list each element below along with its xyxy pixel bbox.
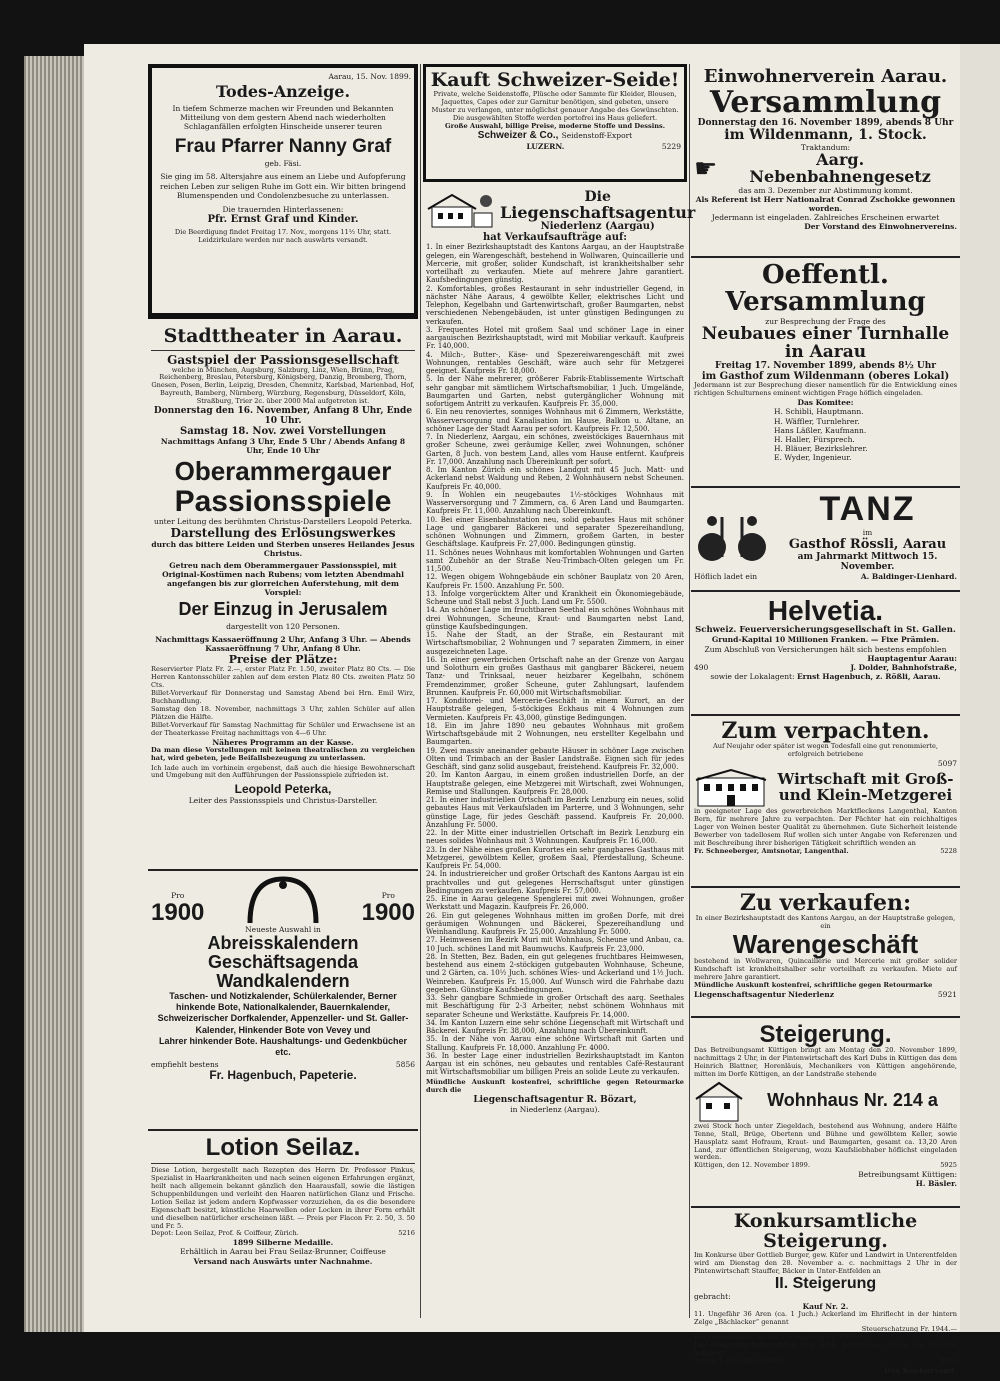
auction-detail: zwei Stock hoch unter Ziegeldach, bestehend aus Wohnung, andere Hälfte Tenne, Stall, Brüge, Obertenn und Bühne und gewölbtem Keller, sowie Hausplatz samt Hofraum, Kraut- und Baumgarten, gesamt ca. 13,20 Aren Land, zur öffentlichen Steigerung, wozu Kaufsliebhaber höflichst eingeladen werden. (694, 1121, 957, 1162)
bankruptcy-title: Konkursamtliche Steigerung. (733, 1210, 918, 1252)
theater-invite: Ich lade auch im vorhinein ergebenst, daß auch die hiesige Bewohnerschaft und Umgebung mit den Aufführungen der Passionsspiele zufrieden ist. (151, 763, 415, 780)
lease-num-2: 5228 (940, 846, 957, 855)
bankruptcy-hoechstes: Höchstes Angebot an der I. Steigerung Fr. 1500.— (694, 1333, 864, 1342)
lease-ad (691, 716, 960, 888)
theater-kasse: Nachmittags Kassaeröffnung 2 Uhr, Anfang 3 Uhr. — Abends Kassaeröffnung 7 Uhr, Anfang 8 Uhr. (155, 635, 411, 654)
agency-die: Die (584, 189, 611, 205)
theater-persons: dargestellt von 120 Personen. (226, 622, 340, 632)
agency-sign-place: in Niederlenz (Aargau). (510, 1104, 600, 1114)
pro-label-right: Pro (381, 890, 395, 900)
agency-listing-item: 35. In der Nähe von Aarau eine schöne Wirtschaft mit Garten und Stallung. Kaufpreis Fr. 18,000. Anzahlung Fr. 4000. (426, 1035, 684, 1052)
lotion-depot: Depot: Leon Seilaz, Prof. & Coiffeur, Zürich. (151, 1229, 299, 1238)
agency-closing: Mündliche Auskunft kostenfrei, schriftliche gegen Retourmarke durch die (426, 1077, 684, 1094)
meeting-text: Jedermann ist zur Besprechung dieser namentlich für die Entwicklung eines richtigen Schulturnens eminent wichtigen Frage höflich eingeladen. (694, 381, 957, 398)
silk-num: 5229 (661, 141, 681, 151)
newspaper-page (84, 44, 960, 1376)
sale-sub: In einer Bezirkshauptstadt des Kantons Aargau, an der Hauptstraße gelegen, ein (695, 914, 956, 930)
bankruptcy-kauf-text: 11. Ungefähr 36 Aren (ca. 1 Juch.) Ackerland im Ehriflecht in der hintern Zelge „Bächlacker“ genannt (694, 1309, 957, 1326)
auction-amt: Betreibungsamt Küttigen: (858, 1170, 957, 1180)
theater-signer-role: Leiter des Passionsspiels und Christus-Darsteller. (188, 795, 378, 805)
sale-auskunft: Mündliche Auskunft kostenfrei, schriftliche gegen Retourmarke (694, 980, 933, 989)
theater-ad (148, 323, 418, 871)
calendar-line-1: Abreisskalendern (207, 933, 359, 954)
notice-intro: In tiefem Schmerze machen wir Freunden und Bekannten Mitteilung von dem gestern Abend nach wiederholten Schlaganfällen erfolgten Hinscheide unserer teuren (172, 103, 394, 132)
auction-num: 5925 (940, 1161, 957, 1170)
theater-darstellung: Darstellung des Erlösungswerkes (170, 526, 396, 541)
deceased-born: geb. Fäsi. (264, 159, 302, 169)
deceased-name: Frau Pfarrer Nanny Graf (174, 136, 392, 158)
agency-listing-item: 7. In Niederlenz, Aargau, ein schönes, zweistöckiges Bauernhaus mit großer Scheune, zwei geräumige Keller, zwei Wohnungen, schöner Garten, 8 Juch. von bestem Land, alles vom Hause entfernt. Kaufpreis Fr. 17,000. Anzahlung nach Übereinkunft per sofort. (426, 433, 684, 466)
theater-big-title-1: Oberammergauer (174, 456, 392, 487)
theater-preise: Preise der Plätze: (228, 653, 338, 667)
agency-listing-item: 12. Wegen obigem Wohngebäude ein schöner Bauplatz von 20 Aren, Kaufpreis Fr. 1500. Anzahlung Fr. 500. (426, 573, 684, 590)
pointing-hand-icon: ☛ (694, 154, 718, 185)
column-2 (423, 64, 696, 1318)
lotion-ad (148, 1131, 418, 1272)
dancing-couples-icon (694, 501, 772, 563)
year-left: 1900 (151, 898, 205, 926)
auction-wohnhaus: Wohnhaus Nr. 214 a (767, 1090, 938, 1111)
sale-sign: Liegenschaftsagentur Niederlenz (694, 989, 834, 999)
lease-sub: Auf Neujahr oder später ist wegen Todesfall eine gut renommierte, erfolgreich betriebene (713, 742, 938, 758)
sale-text: bestehend in Wollwaren, Quincaillerie und Mercerie mit großer solider Kundschaft ist krankheitshalber sehr vorteilhaft zu verkaufen. Miete auf mehrere Jahre garantiert. (694, 957, 957, 982)
agency-sub: hat Verkaufsaufträge auf: (483, 232, 627, 244)
place-date: Aarau, 15. Nov. 1899. (328, 72, 411, 81)
bankruptcy-zweite: II. Steigerung (774, 1274, 877, 1292)
agency-title: Liegenschaftsagentur (500, 202, 696, 222)
dance-im: im (862, 527, 873, 537)
theater-vorverkauf-2: Billet-Vorverkauf für Samstag Nachmittag für Schüler und Erwachsene ist an der Theaterkasse Freitag nachmittags von 4—6 Uhr. (151, 720, 415, 737)
helvetia-local-label: sowie der Lokalagent: (710, 671, 795, 681)
theater-prices: Reservierter Platz Fr. 2.—, erster Platz Fr. 1.50, zweiter Platz 80 Cts. — Die Herren Kantonsschüler zahlen auf dem ersten Platz 80 Cts. zweiten Platz 50 Cts. (151, 665, 415, 690)
assoc-date: Donnerstag den 16. November 1899, abends 8 Uhr (697, 118, 954, 129)
auction-text: Das Betreibungsamt Küttigen bringt am Montag den 20. November 1899, nachmittags 2 Uhr, in der Pintenwirtschaft des Karl Dubs in Küttigen das dem Heinrich Blattner, Horenläuis, Mechanikers von Küttigen angehörende, mitten im Dorfe Küttigen, an der Landstraße stehende (694, 1046, 957, 1078)
dance-date: am Jahrmarkt Mittwoch 15. November. (797, 551, 938, 572)
assoc-versammlung: Versammlung (709, 84, 942, 120)
theater-big-title-2: Passionsspiele (174, 484, 392, 518)
lotion-versand: Versand nach Auswärts unter Nachnahme. (193, 1256, 373, 1266)
theater-date-2: Samstag 18. Nov. zwei Vorstellungen (179, 426, 387, 438)
book-page-edges (24, 56, 88, 1332)
notice-heading: Todes-Anzeige. (215, 82, 351, 102)
committee-member: H. Bläuer, Bezirkslehrer. (774, 443, 868, 453)
lotion-medal: 1899 Silberne Medaille. (232, 1238, 334, 1248)
agency-listing-item: 28. In Stetten, Bez. Baden, ein gut gelegenes fruchtbares Heimwesen, bestehend aus einem 2-stöckigen gutgebauten Wohnhause, Scheune, und 2 Gärten, ca. 10½ Juch. schönes Wies- und Ackerland und 1½ Juch. Weinreben. Kaufpreis Fr. 15,000. Auf Wunsch wird die Fahrhabe dazu gegeben. Günstige Kaufsbedingungen. (426, 952, 684, 994)
theater-vorverkauf: Billet-Vorverkauf für Donnerstag und Samstag Abend bei Hrn. Emil Wirz, Buchhandlung. (151, 689, 415, 706)
calendar-header (151, 875, 415, 925)
death-notice (148, 64, 418, 319)
sale-title: Zu verkaufen: (739, 890, 912, 916)
for-sale-ad (691, 888, 960, 1018)
assoc-welcome: Jedermann ist eingeladen. Zahlreiches Erscheinen erwartet (711, 213, 940, 223)
agency-listing-item: 11. Schönes neues Wohnhaus mit komfortablen Wohnungen und Garten samt Zubehör an der Straße Neu-Trimbach-Olten gelegen um Fr. 11,500. (426, 548, 684, 574)
lease-num: 5097 (937, 758, 957, 768)
agency-listing-item: 4. Milch-, Butter-, Käse- und Spezereiwarengeschäft mit zwei Wohnungen, rentables Geschäft, wäre auch sehr für Metzgerei geeignet. Kaufpreis Fr. 18,000. (426, 350, 684, 376)
meeting-komitee: Das Komitee: (797, 398, 854, 408)
calendar-firm: Fr. Hagenbuch, Papeterie. (209, 1068, 357, 1083)
agency-listing-item: 1. In einer Bezirkshauptstadt des Kantons Aargau, an der Hauptstraße gelegen, ein Warengeschäft, bestehend in Wollwaren, Quincaillerie und Mercerie, mit großer, solider Kundschaft, ist krankheitshalber sehr vorteilhaft zu verkaufen. Miete auf mehrere Jahre garantiert. Kaufsbedingungen günstig. (426, 243, 684, 285)
agency-listing-item: 14. An schöner Lage im fruchtbaren Seethal ein schönes Wohnhaus mit drei Wohnungen, Scheune, Kraut- und Baumgarten nebst Land, günstige Kaufsbedingungen. (426, 606, 684, 631)
theater-note: Da man diese Vorstellungen mit keinen theatralischen zu vergleichen hat, wird gebeten, jede Beifallsbezeugung zu unterlassen. (151, 745, 415, 762)
theater-getreu: Getreu nach dem Oberammergauer Passionsspiel, mit Original-Kostümen nach Rubens; vom letzten Abendmahl angefangen bis zur glorreichen Auferstehung, mit dem Vorspiel: (162, 560, 404, 597)
column-rule (420, 64, 421, 1318)
agency-listing (426, 243, 684, 1076)
funeral-info: Die Beerdigung findet Freitag 17. Nov., morgens 11½ Uhr, statt. Leidzirkulare werden nur nach auswärts versandt. (174, 228, 392, 244)
agency-listing-item: 9. In Wohlen ein neugebautes 1½-stöckiges Wohnhaus mit Wasserversorgung und 7 Zimmern, ca. 6 Aren Land und Baumgarten. Kaufpreis Fr. 11,000. Anzahlung nach Übereinkunft. (426, 490, 684, 516)
inn-building-icon (694, 768, 768, 808)
lotion-num: 5216 (398, 1229, 415, 1238)
column-1 (148, 64, 418, 1318)
bankruptcy-schatzung: Steuerschatzung Fr. 1944.— (861, 1325, 957, 1334)
bankruptcy-gebracht: gebracht: (694, 1292, 731, 1302)
theater-einzug: Der Einzug in Jerusalem (178, 599, 388, 620)
lease-title: Zum verpachten. (721, 718, 930, 744)
agency-listing-item: 20. Im Kanton Aargau, in einem großen industriellen Dorfe, an der Hauptstraße gelegen, eine Metzgerei mit Wirtschaft, zwei Wohnungen, Remise und Stallungen. Kaufpreis Fr. 28,000. (426, 771, 684, 796)
sale-warengeschaeft: Warengeschäft (732, 928, 919, 959)
helvetia-agency-label: Hauptagentur Aarau: (867, 653, 957, 663)
dance-ad (691, 488, 960, 592)
calendar-empfiehlt: empfiehlt bestens (151, 1060, 219, 1070)
agency-listing-item: 36. In bester Lage einer industriellen Bezirkshauptstadt im Kanton Aargau ist ein schönes, neu gebautes und rentables Café-Restaurant mit Wirtschaftsmobiliar um billigen Preis an solide Leute zu verkaufen. (426, 1051, 684, 1077)
year-right: 1900 (361, 898, 415, 926)
calendar-ad (148, 871, 418, 1131)
silk-text: Private, welche Seidenstoffe, Plüsche oder Sammte für Kleider, Blousen, Jaquettes, Capes oder zur Garnitur benötigen, sind gebeten, unsere Muster zu verlangen, unter möglichst genauer Angabe des Gewünschten. Die ausgewählten Stoffe werden portofrei ins Haus geliefert. (431, 89, 679, 122)
committee-member: H. Wäffler, Turnlehrer. (774, 416, 860, 426)
agency-listing-item: 5. In der Nähe mehrerer, größerer Fabrik-Etablissemente Wirtschaft sehr gangbar mit sämtlichem Wirtschaftsmobiliar, 1 Juch. Umgelände, Baumgarten und Garten, nebst gutergänglicher Wohnung mit sofortigem Antritt zu verkaufen. Kaufpreis Fr. 35,000. (426, 375, 684, 409)
theater-leiden: durch das bittere Leiden und Sterben unseres Heilandes Jesus Christus. (151, 540, 415, 559)
agency-listing-item: 2. Komfortables, großes Restaurant in sehr industrieller Gegend, in nächster Nähe Aaraus, 4 gewölbte Keller, elektrisches Licht und Telephon, Kegelbahn und Gartenwirtschaft, großer Baumgarten, nebst verschiedenen Nebengebäuden, ist unter günstigen Bedingungen zu verkaufen. (426, 284, 684, 326)
silk-firm-suffix: Seidenstoff-Export (561, 131, 633, 141)
committee-member: H. Haller, Fürsprech. (774, 434, 855, 444)
agency-listing-item: 21. In einer industriellen Ortschaft im Bezirk Lenzburg ein neues, solid gebautes Haus mit Verkaufsladen im Parterre, und 3 Wohnungen, sehr günstige Lage, für jedes Geschäft passend. Kaufpreis Fr. 20,000. Anzahlung Fr. 5000. (426, 796, 684, 829)
meeting-neubau: Neubaues einer Turnhalle in Aarau (701, 323, 950, 362)
assoc-title: Einwohnerverein Aarau. (703, 66, 948, 87)
committee-member: H. Schibli, Hauptmann. (774, 407, 864, 417)
theater-title: Stadttheater in Aarau. (163, 325, 403, 347)
bankruptcy-kauf: Kauf Nr. 2. (802, 1301, 849, 1311)
agency-listing-item: 15. Nahe der Stadt, an der Straße, ein Restaurant mit Wirtschaftsmobiliar, 2 Wohnungen und 7 separaten Zimmern, in einer ausgezeichneten Lage. (426, 631, 684, 656)
auction-title: Steigerung. (759, 1021, 892, 1048)
agency-listing-item: 25. Eine in Aarau gelegene Spenglerei mit zwei Wohnungen, großer Werkstatt und Magazin. Kaufpreis Fr. 26,000. (426, 895, 684, 912)
calendar-list-2: Lahrer hinkender Bote. Haushaltungs- und Gedenkbücher etc. (158, 1035, 408, 1058)
assoc-referent: Als Referent ist Herr Nationalrat Conrad Zschokke gewonnen worden. (695, 194, 956, 214)
agency-listing-item: 27. Heimwesen im Bezirk Muri mit Wohnhaus, Scheune und Anbau, ca. 10 Juch. schönes Land mit Baumwuchs. Kaufpreis Fr. 23,000. (426, 936, 684, 953)
auction-sign: H. Bäsler. (915, 1179, 957, 1189)
calendar-line-3: Wandkalendern (216, 970, 350, 991)
silk-title: Kauft Schweizer-Seide! (430, 69, 680, 91)
lease-wirtschaft: Wirtschaft mit Groß- und Klein-Metzgerei (777, 770, 954, 805)
column-3 (691, 64, 960, 1376)
lotion-erhaeltlich: Erhältlich in Aarau bei Frau Seilaz-Brunner, Coiffeuse (180, 1247, 386, 1257)
public-meeting-ad (691, 258, 960, 488)
agency-listing-item: 19. Zwei massiv aneinander gebaute Häuser in schöner Lage zwischen Olten und Trimbach an der Basler Landstraße. Eignen sich für jedes Geschäft, sind ganz solid ausgebaut, freistehend. Kaufpreis Fr. 32,000. (426, 746, 684, 772)
committee-member: Hans Läßler, Kaufmann. (774, 425, 867, 435)
calendar-num: 5856 (395, 1060, 415, 1070)
sale-num: 5921 (937, 989, 957, 999)
bankruptcy-date: Aarau, 7. November 1899. (694, 1357, 783, 1366)
silk-ad (423, 64, 687, 182)
theater-subtitle: Gastspiel der Passionsgesellschaft (167, 352, 399, 367)
helvetia-text: Zum Abschluß von Versicherungen hält sich bestens empfohlen (704, 644, 947, 654)
agency-listing-item: 10. Bei einer Eisenbahnstation neu, solid gebautes Haus mit schöner Lage und gangbarer Bäckerei und separater Spezereihandlung, schönen Wohnungen und Zimmern, großem Garten, in bester Geschäftslage. Kaufpreis Fr. 27,000. Bedingungen günstig. (426, 515, 684, 549)
bankruptcy-bedingungen: Die Steigerungsbedingungen sind beim Konkursamt Aarau zur Einsicht aufgelegt. (694, 1341, 957, 1358)
theater-signer: Leopold Peterka, (234, 782, 332, 797)
theater-programm: Näheres Programm an der Kasse. (212, 737, 354, 747)
assoc-board: Der Vorstand des Einwohnervereins. (804, 222, 957, 232)
lease-text: in geeigneter Lage des gewerbreichen Marktfleckens Langenthal, Kanton Bern, für mehrere Jahre zu verpachten. Der Pächter hat ein reichhaltiges Lager von Weinen bester Qualität zu übernehmen. Gute Sicherheit leistende Bewerber von tadellosem Ruf wollen sich unter Angabe von Referenzen und mit Beschreibung ihrer bisherigen Tätigkeit schriftlich wenden an (694, 807, 957, 847)
lotion-title: Lotion Seilaz. (205, 1134, 361, 1161)
agency-listing-item: 26. Ein gut gelegenes Wohnhaus mitten im großen Dorfe, mit drei geräumigen Wohnungen und Bäckerei, Spezereihandlung und Weinhandlung. Kaufpreis Fr. 25,000. Anzahlung Fr. 5000. (426, 911, 684, 937)
meeting-title: Oeffentl. Versammlung (725, 260, 926, 318)
assoc-vote: das am 3. Dezember zur Abstimmung kommt. (738, 185, 913, 195)
helvetia-agent: J. Dolder, Bahnhofstraße, (850, 662, 957, 672)
helvetia-capital: Grund-Kapital 10 Millionen Franken. — Fixe Prämien. (711, 635, 940, 645)
assoc-traktandum-label: Traktandum: (800, 143, 851, 153)
helvetia-num: 490 (694, 662, 709, 672)
agency-listing-item: 8. Im Kanton Zürich ein schönes Landgut mit 45 Juch. Matt- und Ackerland nebst Waldung und Reben, 2 Wohnhäusern nebst Scheunen. Kaufpreis Fr. 40,000. (426, 466, 684, 491)
committee-list (694, 407, 957, 462)
survivors-label: Die trauernden Hinterlassenen: (222, 204, 344, 214)
agency-listing-item: 13. Infolge vorgerücktem Alter und Krankheit ein Ökonomiegebäude, Scheune und Stall nebst 3 Juch. Land um Fr. 5500. (426, 589, 684, 607)
house-illustration-icon (426, 191, 496, 231)
agency-listing-item: 18. Ein im Jahre 1890 neu gebautes Wohnhaus mit großem Wirtschaftsgebäude mit 2 Wohnungen, neu erstellter Kegelbahn und Baumgarten. (426, 721, 684, 747)
assoc-traktandum: Aarg. Nebenbahnengesetz (749, 150, 931, 187)
assoc-place: im Wildenmann, 1. Stock. (724, 127, 927, 144)
agency-listing-item: 33. Sehr gangbare Schmiede in großer Ortschaft des aarg. Seethales mit Beschäftigung für 2-3 Arbeiter, nebst schönem Wohnhaus mit separater Scheune und Werkstätte. Kaufpreis Fr. 14,000. (426, 994, 684, 1019)
notice-text: Sie ging im 58. Altersjahre aus einem an Liebe und Aufopferung reichen Leben zur seligen Ruhe im Gott ein. Wir bitten bringend Blumenspenden und Condolenzbesuche zu unterlassen. (160, 172, 406, 200)
dance-invite: Höflich ladet ein (694, 571, 758, 581)
adjacent-page-strip (960, 44, 1000, 1332)
helvetia-ad (691, 592, 960, 716)
bankruptcy-text: Im Konkurse über Gottlieb Burger, gew. Küfer und Landwirt in Unterentfelden wird am Dienstag den 28. November a. c. nachmittags 2 Uhr in der Pintenwirtschaft Stauffer, Bäcker in Unter-Entfelden an (694, 1250, 957, 1275)
calendar-line-2: Geschäftsagenda (207, 952, 359, 973)
theater-cities: welche in München, Augsburg, Salzburg, Linz, Wien, Brünn, Prag, Reichenberg, Breslau, Petersburg, Königsberg, Danzig, Bromberg, Thorn, Gnesen, Posen, Berlin, Leipzig, Dresden, Chemnitz, Karlsbad, Marienbad, Hof, Bayreuth, Bamberg, Nürnberg, Würzburg, Regensburg, Düsseldorf, Köln, Straßburg, Trier 2c. über 2000 Mal aufgetreten ist. (151, 365, 415, 406)
dance-title: TANZ (819, 490, 916, 528)
meeting-sub: zur Besprechung der Frage des (765, 316, 886, 326)
resident-assoc-ad (691, 64, 960, 258)
bankruptcy-auction-ad (691, 1208, 960, 1381)
calendar-list-1: Taschen- und Notizkalender, Schülerkalender, Berner hinkende Bote, Nationalkalender, Bauernkalender, Schweizerischer Dorfkalender, Appenzeller- und St. Galler-Kalender, Hinkender Bote von Vevey und (157, 990, 409, 1035)
agency-place: Niederlenz (Aargau) (540, 221, 655, 233)
agency-listing-item: 6. Ein neu renoviertes, sonniges Wohnhaus mit 6 Zimmern, Werkstätte, Wasserversorgung und Kanalisation im Hause, Balkon u. Altane, an schöner Lage der Stadt Aarau per sofort. Kaufpreis Fr. 12,500. (426, 408, 684, 433)
agency-listing-item: 16. In einer gewerbreichen Ortschaft nahe an der Grenze von Aargau und Solothurn ein großes Gasthaus mit gangbarer Bäckerei, neuem Tanz- und Trinksaal, neuer heizbarer Kegelbahn, schönem Fremdenzimmer, großer Scheune, guter Zahlungsart, laufendem Brunnen. Kaufpreis Fr. 60,000 mit Wirtschaftsmobiliar. (426, 655, 684, 697)
meeting-date: Freitag 17. November 1899, abends 8½ Uhr (714, 361, 937, 372)
real-estate-agency-ad (423, 186, 696, 1120)
agency-listing-item: 23. In der Nähe eines großen Kurortes ein sehr gangbares Gasthaus mit Metzgerei, gewölbtem Keller, großem Saal, Pferdestallung, Scheune. Kaufpreis Fr. 54,000. (426, 845, 684, 871)
pro-label-left: Pro (171, 890, 185, 900)
theater-times: Nachmittags Anfang 3 Uhr, Ende 5 Uhr / Abends Anfang 8 Uhr, Ende 10 Uhr (160, 437, 406, 456)
agency-listing-item: 17. Konditorei- und Mercerie-Geschäft in einem Kurort, an der Hauptstraße gelegen, 5-stöckiges Eckhaus mit 4 Wohnungen zum Vermieten. Kaufpreis Fr. 43,000, günstige Bedingungen. (426, 697, 684, 722)
agency-listing-item: 34. Im Kanton Luzern eine sehr schöne Liegenschaft mit Wirtschaft und Bäckerei. Kaufpreis Fr. 38,000, Anzahlung nach Übereinkunft. (426, 1018, 684, 1036)
helvetia-local-agent: Ernst Hagenbuch, z. Rößli, Aarau. (796, 671, 941, 681)
lease-sign: Fr. Schneeberger, Amtsnotar, Langenthal. (694, 846, 849, 855)
silk-offer: Große Auswahl, billige Preise, moderne Stoffe und Dessins. (444, 121, 665, 130)
helvetia-sub: Schweiz. Feuerversicherungsgesellschaft in St. Gallen. (695, 625, 956, 636)
bankruptcy-num: 5853 (940, 1357, 957, 1366)
agency-sign: Liegenschaftsagentur R. Bözart, (473, 1094, 637, 1105)
silk-firm: Schweizer & Co., (477, 130, 559, 142)
agency-listing-item: 24. In industriereicher und großer Ortschaft des Kantons Aargau ist ein prachtvolles und gut gelegenes Herrschaftsgut unter günstigen Bedingungen zu verkaufen. Kaufpreis Fr. 57,000. (426, 870, 684, 895)
auction-ad (691, 1018, 960, 1208)
dance-place: Gasthof Rössli, Aarau (788, 536, 947, 552)
ornament-arch-icon (248, 875, 318, 925)
survivors: Pfr. Ernst Graf und Kinder. (207, 214, 359, 225)
bankruptcy-sign: Das Konkursamt. (884, 1366, 957, 1376)
farmhouse-icon (694, 1079, 744, 1123)
agency-listing-item: 22. In der Mitte einer industriellen Ortschaft im Bezirk Lenzburg ein neues solides Wohnhaus mit 3 Wohnungen. Kaufpreis Fr. 16,000. (426, 829, 684, 846)
theater-samstag: Samstag den 18. November, nachmittags 3 Uhr, zahlen Schüler auf allen Plätzen die Hälfte. (151, 704, 415, 721)
committee-member: E. Wyder, Ingenieur. (774, 453, 852, 463)
silk-city: LUZERN. (526, 141, 565, 151)
agency-listing-item: 3. Frequentes Hotel mit großem Saal und schöner Lage in einer aargauischen Bezirkshauptstadt, wird mit Mobiliar verkauft. Kaufpreis Fr. 140,000. (426, 325, 684, 351)
meeting-place: im Gasthof zum Wildenmann (oberes Lokal) (701, 371, 950, 383)
auction-date: Küttigen, den 12. November 1899. (694, 1161, 810, 1170)
calendar-neueste: Neueste Auswahl in (245, 925, 321, 934)
theater-date-1: Donnerstag den 16. November, Anfang 8 Uhr, Ende 10 Uhr. (153, 406, 413, 427)
theater-direction: unter Leitung des berühmten Christus-Darstellers Leopold Peterka. (154, 517, 412, 527)
lotion-text: Diese Lotion, hergestellt nach Rezepten des Herrn Dr. Professor Pinkus, Spezialist in Haarkrankheiten und nach seinen eigenen Erfahrungen ergänzt, heilt nach allgemein bekannt gänzlich den Haarausfall, sowie die lästigen Schuppenbildungen und verleiht den Haaren natürlichen Glanz und Frische. Lotion Seilaz ist jedem andern Kopfwasser vorzuziehen, da es die besondere Eigenschaft besitzt, künstliche Haarwellen oder Locken in ihrer Form erhält und dieselben natürlicher erscheinen läßt. — Preis per Flacon Fr. 2. 50, 3. 50 und Fr. 5. (151, 1166, 415, 1230)
dance-host: A. Baldinger-Lienhard. (860, 571, 957, 581)
helvetia-title: Helvetia. (767, 595, 884, 626)
column-rule (689, 64, 690, 1318)
